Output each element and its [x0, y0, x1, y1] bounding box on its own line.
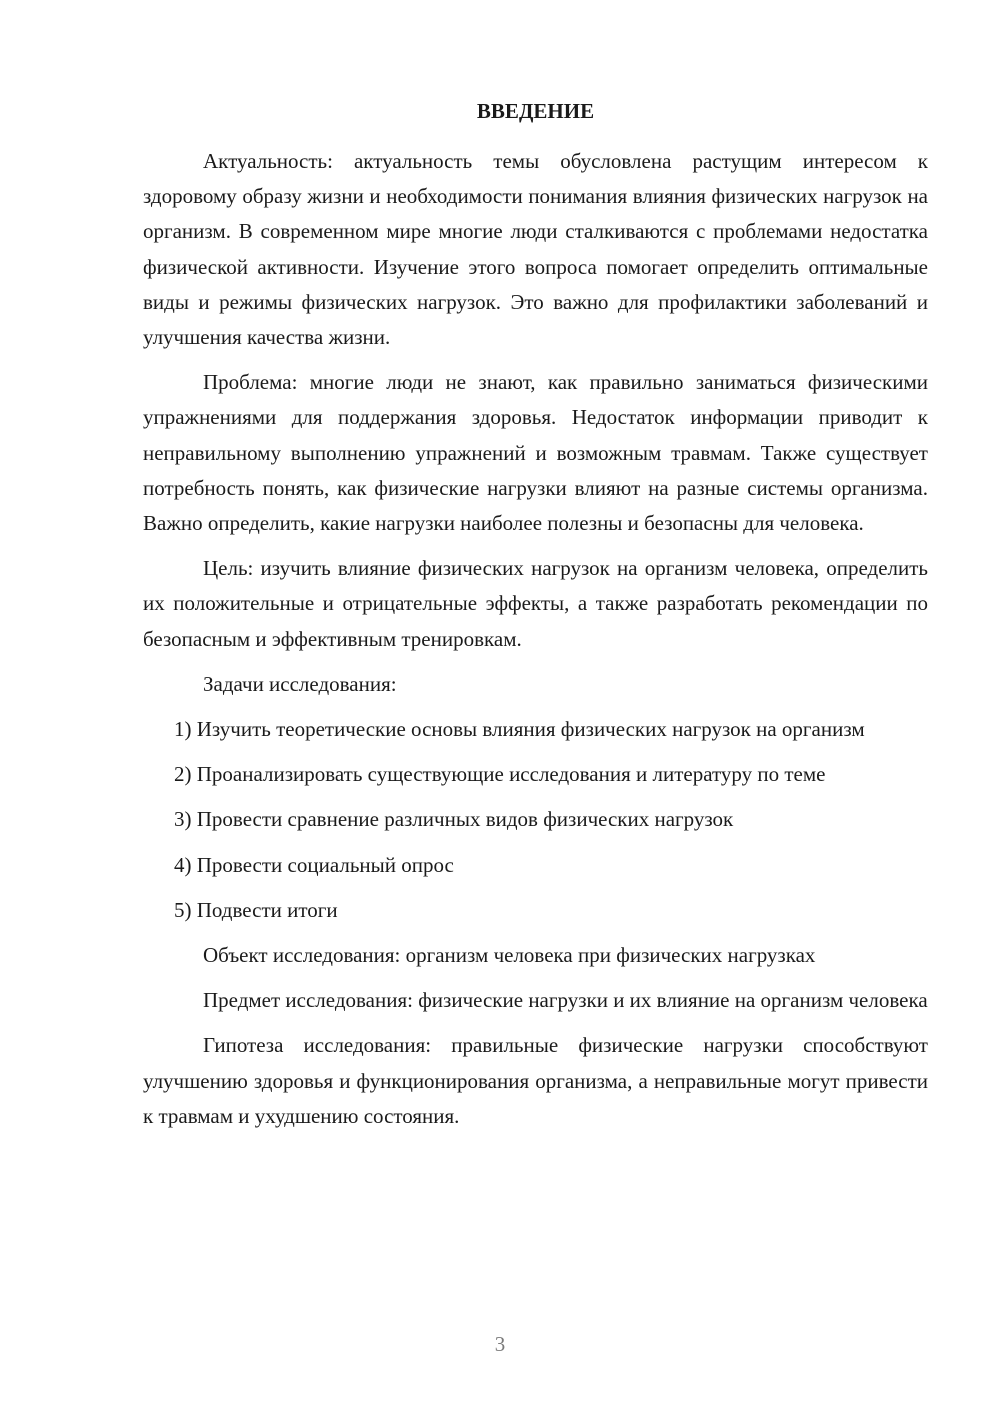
task-item-2: 2) Проанализировать существующие исследования и литературу по теме: [174, 762, 826, 787]
task-item-4: 4) Провести социальный опрос: [174, 852, 454, 877]
page-number: 3: [494, 1332, 506, 1356]
section-title: ВВЕДЕНИЕ: [476, 99, 595, 123]
tasks-heading: Задачи исследования:: [203, 671, 397, 696]
problem-paragraph: Проблема: многие люди не знают, как правильно заниматься физическими упражнениями для поддержания здоровья. Недостаток информации приводит к неправильному выполнению упражнений и возможным травмам. Также существует потребность понять, как физические нагрузки влияют на разные системы организма. Важно определить, какие нагрузки наиболее полезны и безопасны для человека.: [143, 370, 928, 536]
task-item-1: 1) Изучить теоретические основы влияния физических нагрузок на организм: [174, 717, 865, 742]
relevance-paragraph: Актуальность: актуальность темы обусловлена растущим интересом к здоровому образу жизни и необходимости понимания влияния физических нагрузок на организм. В современном мире многие люди сталкиваются с проблемами недостатка физической активности. Изучение этого вопроса помогает определить оптимальные виды и режимы физических нагрузок. Это важно для профилактики заболеваний и улучшения качества жизни.: [143, 149, 928, 350]
subject-paragraph: Предмет исследования: физические нагрузки и их влияние на организм человека: [203, 988, 928, 1013]
task-item-5: 5) Подвести итоги: [174, 897, 338, 922]
hypothesis-paragraph: Гипотеза исследования: правильные физические нагрузки способствуют улучшению здоровья и функционирования организма, а неправильные могут привести к травмам и ухудшению состояния.: [143, 1033, 928, 1128]
object-paragraph: Объект исследования: организм человека при физических нагрузках: [203, 943, 816, 968]
page-content: [143, 96, 928, 1144]
goal-paragraph: Цель: изучить влияние физических нагрузок на организм человека, определить их положительные и отрицательные эффекты, а также разработать рекомендации по безопасным и эффективным тренировкам.: [143, 556, 928, 651]
task-item-3: 3) Провести сравнение различных видов физических нагрузок: [174, 807, 734, 832]
